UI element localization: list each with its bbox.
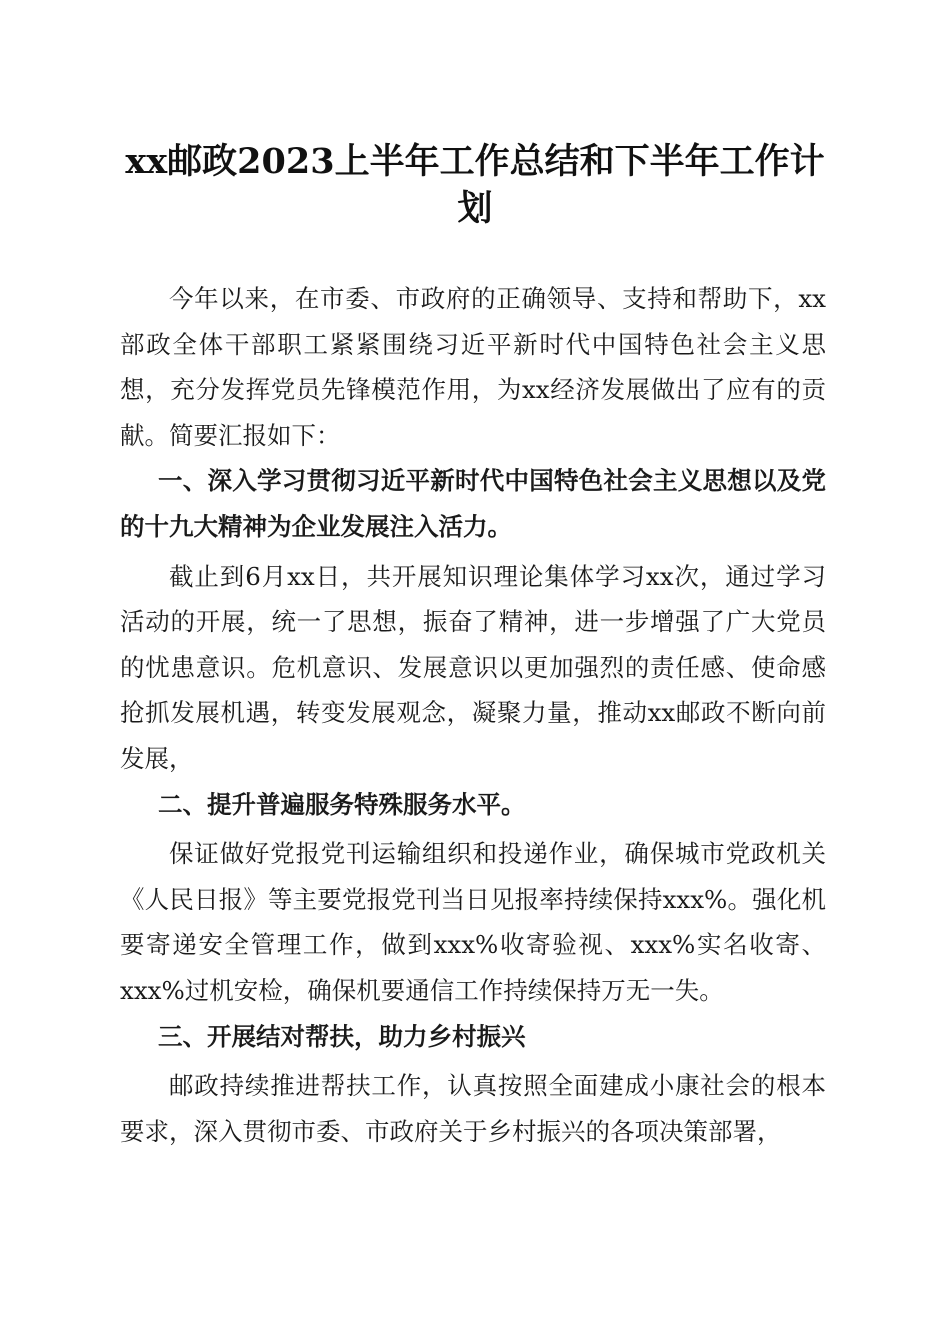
document-title: xx邮政2023上半年工作总结和下半年工作计划	[125, 141, 825, 229]
section-heading-3: 三、开展结对帮扶，助力乡村振兴	[158, 1021, 526, 1051]
section-3-paragraph: 邮政持续推进帮扶工作，认真按照全面建成小康社会的根本要求，深入贯彻市委、市政府关于乡村振兴的各项决策部署，	[120, 1071, 826, 1146]
section-1-paragraph: 截止到6月xx日，共开展知识理论集体学习xx次，通过学习活动的开展，统一了思想，振奋了精神，进一步增强了广大党员的忧患意识。危机意识、发展意识以更加强烈的责任感、使命感抢抓发展机遇，转变发展观念，凝聚力量，推动xx邮政不断向前发展，	[120, 561, 826, 773]
document-body	[120, 276, 826, 1154]
section-heading-2: 二、提升普遍服务特殊服务水平。	[158, 789, 526, 819]
intro-paragraph: 今年以来，在市委、市政府的正确领导、支持和帮助下，xx部政全体干部职工紧紧围绕习近平新时代中国特色社会主义思想，充分发挥党员先锋模范作用，为xx经济发展做出了应有的贡献。简要汇报如下：	[120, 284, 826, 450]
section-2-paragraph: 保证做好党报党刊运输组织和投递作业，确保城市党政机关《人民日报》等主要党报党刊当日见报率持续保持xxx%。强化机要寄递安全管理工作，做到xxx%收寄验视、xxx%实名收寄、xxx%过机安检，确保机要通信工作持续保持万无一失。	[120, 839, 826, 1005]
section-heading-1: 一、深入学习贯彻习近平新时代中国特色社会主义思想以及党的十九大精神为企业发展注入活力。	[120, 466, 826, 541]
